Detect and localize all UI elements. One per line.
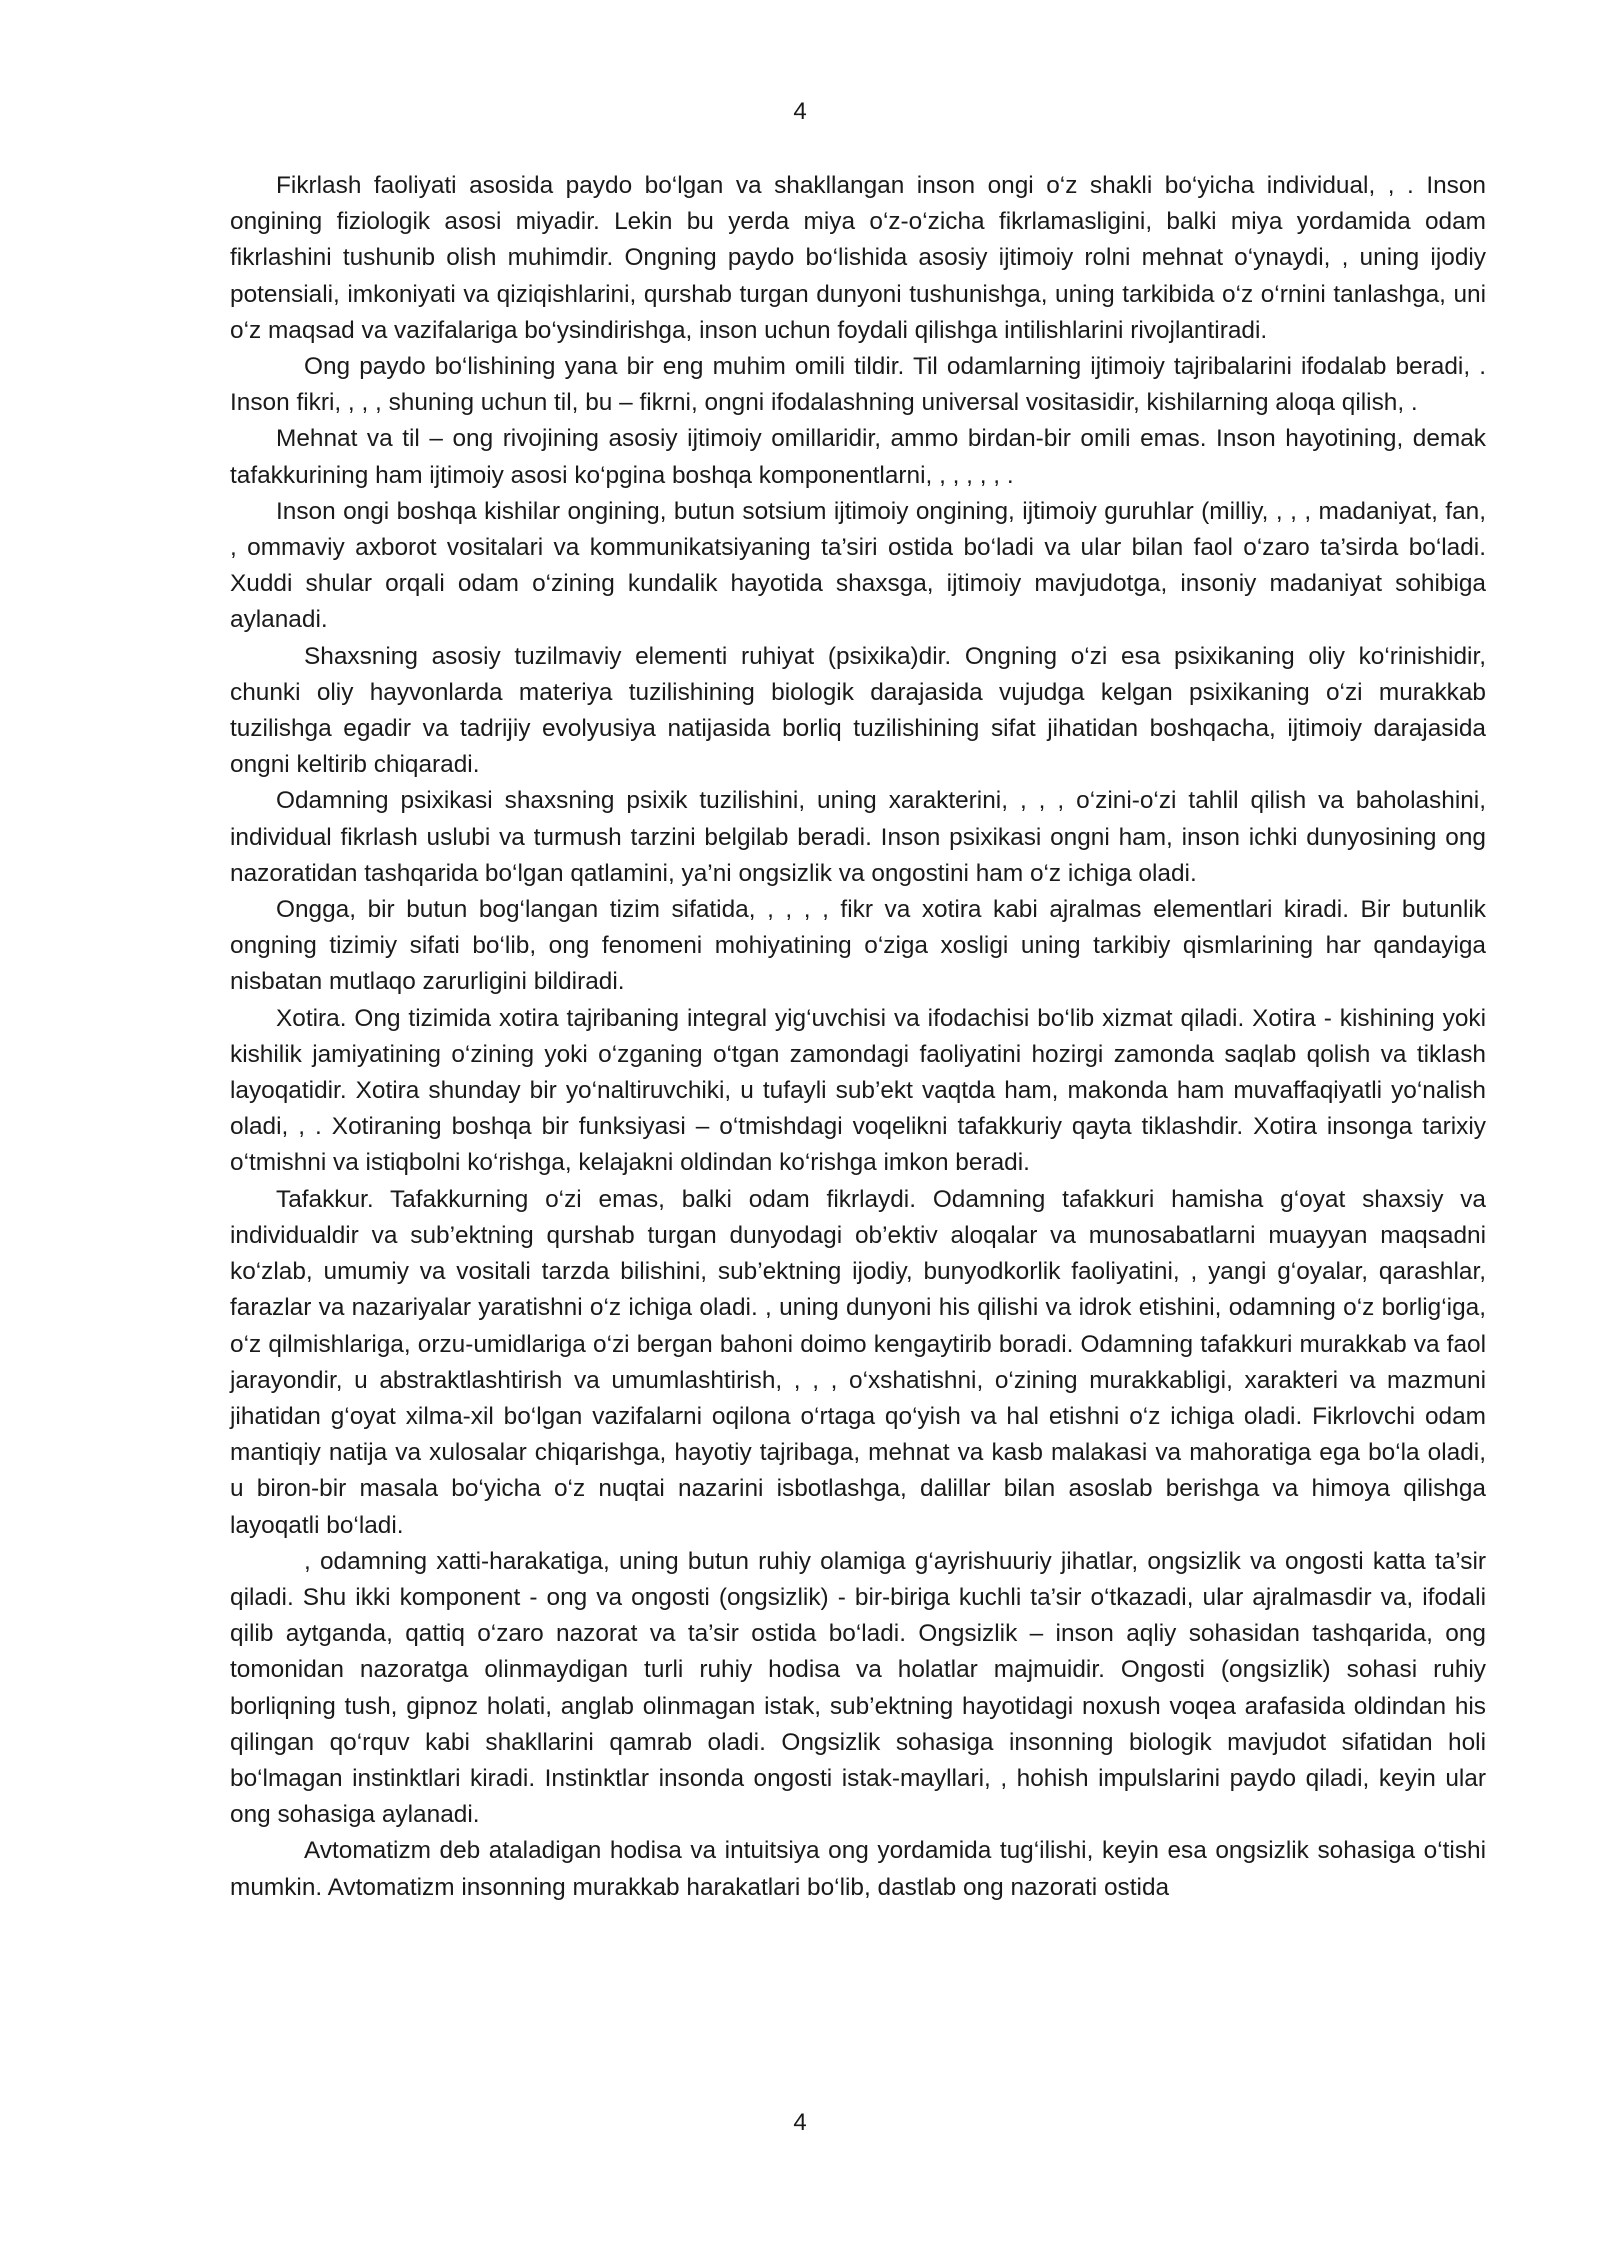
paragraph-10: , odamning xatti-harakatiga, uning butun ruhiy olamiga g‘ayrishuuriy jihatlar, ongsizlik va ongosti katta ta’sir qiladi. Shu ikki komponent - ong va ongosti (ongsizlik) - bir-biriga kuchli ta’sir o‘tkazadi, ular ajralmasdir va, ifodali qilib aytganda, qattiq o‘zaro nazorat va ta’sir ostida bo‘ladi. Ongsizlik – inson aqliy sohasidan tashqarida, ong tomonidan nazoratga olinmaydigan turli ruhiy hodisa va holatlar majmuidir. Ongosti (ongsizlik) sohasi ruhiy borliqning tush, gipnoz holati, anglab olinmagan istak, sub’ektning hayotidagi noxush voqea arafasida oldindan his qilingan qo‘rquv kabi shakllarini qamrab oladi. Ongsizlik sohasiga insonning biologik mavjudot sifatidan holi bo‘lmagan instinktlari kiradi. Instinktlar insonda ongosti istak-mayllari, , hohish impulslarini paydo qiladi, keyin ular ong sohasiga aylanadi. bbox=[230, 1547, 1486, 1829]
paragraph-7: Ongga, bir butun bog‘langan tizim sifatida, , , , , fikr va xotira kabi ajralmas elementlari kiradi. Bir butunlik ongning tizimiy sifati bo‘lib, ong fenomeni mohiyatining o‘ziga xosligi uning tarkibiy qismlarining har qandayiga nisbatan mutlaqo zarurligini bildiradi. bbox=[230, 896, 1486, 996]
paragraph-8: Xotira. Ong tizimida xotira tajribaning integral yig‘uvchisi va ifodachisi bo‘lib xizmat qiladi. Xotira - kishining yoki kishilik jamiyatining o‘zining yoki o‘zganing o‘tgan zamondagi faoliyatini hozirgi zamonda saqlab qolish va tiklash layoqatidir. Xotira shunday bir yo‘naltiruvchiki, u tufayli sub’ekt vaqtda ham, makonda ham muvaffaqiyatli yo‘nalish oladi, , . Xotiraning boshqa bir funksiyasi – o‘tmishdagi voqelikni tafakkuriy qayta tiklashdir. Xotira insonga tarixiy o‘tmishni va istiqbolni ko‘rishga, kelajakni oldindan ko‘rishga imkon beradi. bbox=[230, 1004, 1486, 1177]
paragraph-2: Ong paydo bo‘lishining yana bir eng muhim omili tildir. Til odamlarning ijtimoiy tajribalarini ifodalab beradi, . Inson fikri, , , , shuning uchun til, bu – fikrni, ongni ifodalashning universal vositasidir, kishilarning aloqa qilish, . bbox=[230, 353, 1486, 417]
page-number-top: 4 bbox=[793, 98, 807, 125]
paragraph-6: Odamning psixikasi shaxsning psixik tuzilishini, uning xarakterini, , , , o‘zini-o‘zi tahlil qilish va baholashini, individual fikrlash uslubi va turmush tarzini belgilab beradi. Inson psixikasi ongni ham, inson ichki dunyosining ong nazoratidan tashqarida bo‘lgan qatlamini, ya’ni ongsizlik va ongostini ham o‘z ichiga oladi. bbox=[230, 787, 1486, 887]
page-number-bottom: 4 bbox=[793, 2109, 807, 2136]
paragraph-4: Inson ongi boshqa kishilar ongining, butun sotsium ijtimoiy ongining, ijtimoiy guruhlar (milliy, , , , madaniyat, fan, , ommaviy axborot vositalari va kommunikatsiyaning ta’siri ostida bo‘ladi va ular bilan faol o‘zaro ta’sirda bo‘ladi. Xuddi shular orqali odam o‘zining kundalik hayotida shaxsga, ijtimoiy mavjudotga, insoniy madaniyat sohibiga aylanadi. bbox=[230, 497, 1486, 634]
document-body bbox=[230, 168, 1486, 1906]
paragraph-5: Shaxsning asosiy tuzilmaviy elementi ruhiyat (psixika)dir. Ongning o‘zi esa psixikaning oliy ko‘rinishidir, chunki oliy hayvonlarda materiya tuzilishining biologik darajasida vujudga kelgan psixikaning o‘zi murakkab tuzilishga egadir va tadrijiy evolyusiya natijasida borliq tuzilishining sifat jihatidan boshqacha, ijtimoiy darajasida ongni keltirib chiqaradi. bbox=[230, 642, 1486, 779]
paragraph-1: Fikrlash faoliyati asosida paydo bo‘lgan va shakllangan inson ongi o‘z shakli bo‘yicha individual, , . Inson ongining fiziologik asosi miyadir. Lekin bu yerda miya o‘z-o‘zicha fikrlamasligini, balki miya yordamida odam fikrlashini tushunib olish muhimdir. Ongning paydo bo‘lishida asosiy ijtimoiy rolni mehnat o‘ynaydi, , uning ijodiy potensiali, imkoniyati va qiziqishlarini, qurshab turgan dunyoni tushunishga, uning tarkibida o‘z o‘rnini tanlashga, uni o‘z maqsad va vazifalariga bo‘ysindirishga, inson uchun foydali qilishga intilishlarini rivojlantiradi. bbox=[230, 172, 1486, 344]
paragraph-3: Mehnat va til – ong rivojining asosiy ijtimoiy omillaridir, ammo birdan-bir omili emas. Inson hayotining, demak tafakkurining ham ijtimoiy asosi ko‘pgina boshqa komponentlarni, , , , , , . bbox=[230, 425, 1486, 489]
paragraph-11: Avtomatizm deb ataladigan hodisa va intuitsiya ong yordamida tug‘ilishi, keyin esa ongsizlik sohasiga o‘tishi mumkin. Avtomatizm insonning murakkab harakatlari bo‘lib, dastlab ong nazorati ostida bbox=[230, 1837, 1486, 1901]
paragraph-9: Tafakkur. Tafakkurning o‘zi emas, balki odam fikrlaydi. Odamning tafakkuri hamisha g‘oyat shaxsiy va individualdir va sub’ektning qurshab turgan dunyodagi ob’ektiv aloqalar va munosabatlarni muayyan maqsadni ko‘zlab, umumiy va vositali tarzda bilishini, sub’ektning ijodiy, bunyodkorlik faoliyatini, , yangi g‘oyalar, qarashlar, farazlar va nazariyalar yaratishni o‘z ichiga oladi. , uning dunyoni his qilishi va idrok etishini, odamning o‘z borlig‘iga, o‘z qilmishlariga, orzu-umidlariga o‘zi bergan bahoni doimo kengaytirib boradi. Odamning tafakkuri murakkab va faol jarayondir, u abstraktlashtirish va umumlashtirish, , , , o‘xshatishni, o‘zining murakkabligi, xarakteri va mazmuni jihatidan g‘oyat xilma-xil bo‘lgan vazifalarni oqilona o‘rtaga qo‘yish va hal etishni o‘z ichiga oladi. Fikrlovchi odam mantiqiy natija va xulosalar chiqarishga, hayotiy tajribaga, mehnat va kasb malakasi va mahoratiga ega bo‘la oladi, u biron-bir masala bo‘yicha o‘z nuqtai nazarini isbotlashga, dalillar bilan asoslab berishga va himoya qilishga layoqatli bo‘ladi. bbox=[230, 1185, 1486, 1539]
